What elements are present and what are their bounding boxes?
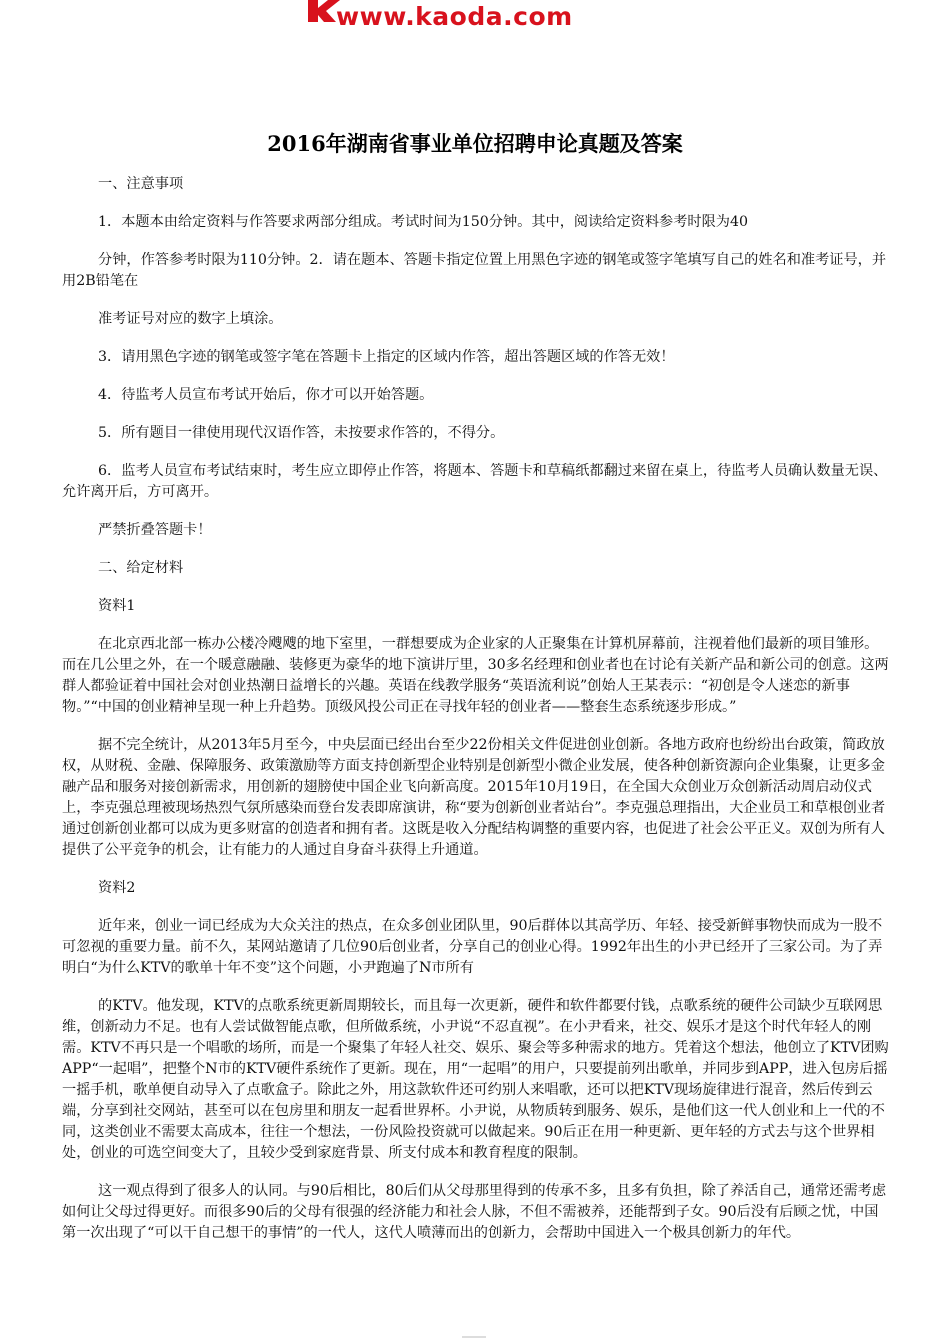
paragraph: 分钟，作答参考时限为110分钟。2．请在题本、答题卡指定位置上用黑色字迹的钢笔或签字笔填写自己的姓名和准考证号，并用2B铅笔在 (62, 252, 887, 289)
paragraph: 1．本题本由给定资料与作答要求两部分组成。考试时间为150分钟。其中，阅读给定资料参考时限为40 (98, 214, 749, 230)
site-url[interactable]: www.kaoda.com (336, 2, 573, 31)
paragraph: 在北京西北部一栋办公楼冷飕飕的地下室里，一群想要成为企业家的人正聚集在计算机屏幕前，注视着他们最新的项目雏形。而在几公里之外，在一个暖意融融、装修更为豪华的地下演讲厅里，30多名经理和创业者也在讨论有关新产品和新公司的创意。这两群人都验证着中国社会对创业热潮日益增长的兴趣。英语在线教学服务“英语流利说”创始人王某表示：“初创是令人迷恋的新事物。”“中国的创业精神呈现一种上升趋势。顶级风投公司正在寻找年轻的创业者——整套生态系统逐步形成。” (62, 636, 889, 715)
paragraph: 据不完全统计，从2013年5月至今，中央层面已经出台至少22份相关文件促进创业创新。各地方政府也纷纷出台政策，简政放权，从财税、金融、保障服务、政策激励等方面支持创新型企业特别是创新型小微企业发展，使各种创新资源向企业集聚，让更多金融产品和服务对接创新需求，用创新的翅膀使中国企业飞向新高度。2015年10月19日，在全国大众创业万众创新活动周启动仪式上，李克强总理被现场热烈气氛所感染而登台发表即席演讲，称“要为创新创业者站台”。李克强总理指出，大企业员工和草根创业者通过创新创业都可以成为更多财富的创造者和拥有者。这既是收入分配结构调整的重要内容，也促进了社会公平正义。双创为所有人提供了公平竞争的机会，让有能力的人通过自身奋斗获得上升通道。 (62, 737, 886, 858)
section-heading-materials: 二、给定材料 (98, 560, 184, 576)
paragraph: 近年来，创业一词已经成为大众关注的热点，在众多创业团队里，90后群体以其高学历、年轻、接受新鲜事物快而成为一股不可忽视的重要力量。前不久，某网站邀请了几位90后创业者，分享自己的创业心得。1992年出生的小尹已经开了三家公司。为了弄明白“为什么KTV的歌单十年不变”这个问题，小尹跑遍了N市所有 (62, 918, 883, 976)
section-heading-notes: 一、注意事项 (98, 176, 184, 192)
paragraph: 4．待监考人员宣布考试开始后，你才可以开始答题。 (98, 387, 434, 403)
page-footer-mark (462, 1336, 486, 1338)
paragraph: 6．监考人员宣布考试结束时，考生应立即停止作答，将题本、答题卡和草稿纸都翻过来留在桌上，待监考人员确认数量无误、允许离开后，方可离开。 (62, 463, 888, 500)
paragraph: 3．请用黑色字迹的钢笔或签字笔在答题卡上指定的区域内作答，超出答题区域的作答无效！ (98, 349, 675, 365)
paragraph: 严禁折叠答题卡！ (98, 522, 212, 538)
document-title: 2016年湖南省事业单位招聘申论真题及答案 (267, 131, 683, 156)
material-label-1: 资料1 (98, 598, 136, 614)
paragraph: 准考证号对应的数字上填涂。 (98, 311, 283, 327)
paragraph: 5．所有题目一律使用现代汉语作答，未按要求作答的，不得分。 (98, 425, 505, 441)
document-body (62, 174, 892, 1244)
kaoda-logo-icon (306, 0, 340, 22)
paragraph: 这一观点得到了很多人的认同。与90后相比，80后们从父母那里得到的传承不多，且多有负担，除了养活自己，通常还需考虑如何让父母过得更好。而很多90后的父母有很强的经济能力和社会人脉，不但不需被养，还能帮到子女。90后没有后顾之忧，中国第一次出现了“可以干自己想干的事情”的一代人，这代人喷薄而出的创新力，会帮助中国进入一个极具创新力的年代。 (62, 1183, 887, 1241)
paragraph: 的KTV。他发现，KTV的点歌系统更新周期较长，而且每一次更新，硬件和软件都要付钱，点歌系统的硬件公司缺少互联网思维，创新动力不足。也有人尝试做智能点歌，但所做系统，小尹说“不忍直视”。在小尹看来，社交、娱乐才是这个时代年轻人的刚需。KTV不再只是一个唱歌的场所，而是一个聚集了年轻人社交、娱乐、聚会等多种需求的地方。凭着这个想法，他创立了KTV团购APP“一起唱”，把整个N市的KTV硬件系统作了更新。现在，用“一起唱”的用户，只要提前列出歌单，并同步到APP，进入包房后摇一摇手机，歌单便自动导入了点歌盒子。除此之外，用这款软件还可约别人来唱歌，还可以把KTV现场旋律进行混音，然后传到云端，分享到社交网站，甚至可以在包房里和朋友一起看世界杯。小尹说，从物质转到服务、娱乐，是他们这一代人创业和上一代的不同，这类创业不需要太高成本，往往一个想法，一份风险投资就可以做起来。90后正在用一种更新、更年轻的方式去与这个世界相处，创业的可选空间变大了，且较少受到家庭背景、所支付成本和教育程度的限制。 (62, 998, 889, 1161)
page-header (0, 0, 950, 40)
material-label-2: 资料2 (98, 880, 136, 896)
